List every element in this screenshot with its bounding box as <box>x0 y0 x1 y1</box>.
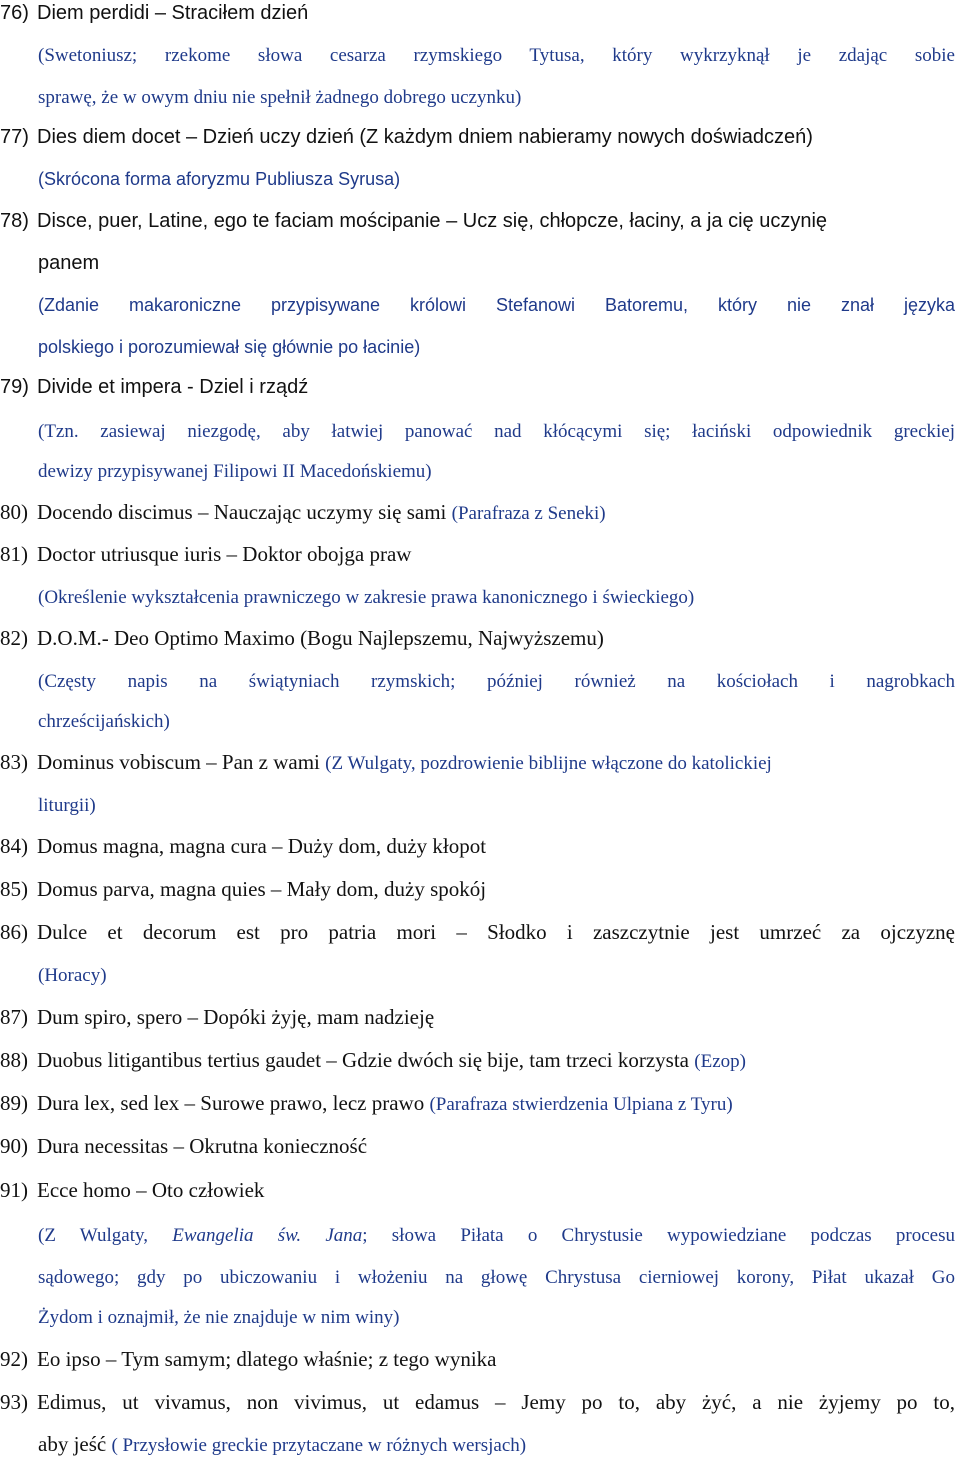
entry-number: 79) <box>0 376 29 398</box>
entry-91 <box>0 1178 264 1202</box>
note-text: sądowego; gdy po ubiczowaniu i włożeniu na głowę Chrystusa cierniowej korony, Piłat ukazał Go <box>38 1267 955 1288</box>
note-text: liturgii) <box>38 795 96 816</box>
note-text: (Częsty napis na świątyniach rzymskich; później również na kościołach i nagrobkach <box>38 671 955 692</box>
entry-76-note <box>0 42 955 68</box>
entry-78 <box>0 208 827 233</box>
entry-text: Disce, puer, Latine, ego te faciam mościpanie – Ucz się, chłopcze, łaciny, a ja cię uczynię <box>37 210 828 232</box>
entry-91-note-cont2 <box>0 1304 399 1330</box>
entry-83-note-cont <box>0 792 96 818</box>
entry-text: Dies diem docet – Dzień uczy dzień (Z każdym dniem nabieramy nowych doświadczeń) <box>37 126 813 148</box>
entry-number: 84) <box>0 834 28 858</box>
entry-90 <box>0 1134 367 1158</box>
entry-86 <box>0 920 955 944</box>
entry-82 <box>0 626 604 650</box>
note-source: Ewangelia św. Jana <box>172 1225 363 1246</box>
entry-93-cont <box>0 1432 526 1458</box>
note-text: chrześcijańskich) <box>38 711 170 732</box>
entry-text: Diem perdidi – Straciłem dzień <box>37 2 309 24</box>
entry-text: D.O.M.- Deo Optimo Maximo (Bogu Najlepszemu, Najwyższemu) <box>37 626 604 650</box>
entry-number: 78) <box>0 210 29 232</box>
entry-text: Eo ipso – Tym samym; dlatego właśnie; z tego wynika <box>37 1347 497 1371</box>
note-text: (Parafraza stwierdzenia Ulpiana z Tyru) <box>429 1094 733 1115</box>
entry-text: Docendo discimus – Nauczając uczymy się sami <box>37 500 447 524</box>
entry-78-note <box>0 292 955 317</box>
entry-87 <box>0 1005 434 1029</box>
entry-76 <box>0 0 308 25</box>
entry-76-note-cont <box>0 84 521 110</box>
note-text: (Horacy) <box>38 965 107 986</box>
entry-91-note <box>0 1222 955 1248</box>
note-text: (Parafraza z Seneki) <box>451 503 606 524</box>
entry-91-note-cont <box>0 1264 955 1290</box>
entry-number: 77) <box>0 126 29 148</box>
note-text: Żydom i oznajmił, że nie znajduje w nim winy) <box>38 1307 400 1328</box>
note-text: ; słowa Piłata o Chrystusie wypowiedziane podczas procesu <box>362 1225 955 1246</box>
note-text: (Określenie wykształcenia prawniczego w zakresie prawa kanonicznego i świeckiego) <box>38 587 695 608</box>
entry-text: Dulce et decorum est pro patria mori – Słodko i zaszczytnie jest umrzeć za ojczyznę <box>37 920 955 944</box>
entry-79-note-cont <box>0 458 432 484</box>
entry-81-note <box>0 584 694 610</box>
entry-79 <box>0 374 308 399</box>
entry-number: 86) <box>0 920 28 944</box>
entry-number: 85) <box>0 877 28 901</box>
entry-text: Edimus, ut vivamus, non vivimus, ut edamus – Jemy po to, aby żyć, a nie żyjemy po to, <box>37 1390 955 1414</box>
entry-number: 90) <box>0 1134 28 1158</box>
entry-number: 89) <box>0 1091 28 1115</box>
entry-number: 83) <box>0 750 28 774</box>
entry-78-note-cont <box>0 334 420 359</box>
entry-93 <box>0 1390 955 1414</box>
entry-number: 92) <box>0 1347 28 1371</box>
entry-text: Ecce homo – Oto człowiek <box>37 1178 265 1202</box>
entry-77-note <box>0 166 400 191</box>
note-text: (Z Wulgaty, <box>38 1225 173 1246</box>
note-text: (Zdanie makaroniczne przypisywane królowi Stefanowi Batoremu, który nie znał języka <box>38 295 955 315</box>
entry-85 <box>0 877 486 901</box>
entry-text: Duobus litigantibus tertius gaudet – Gdzie dwóch się bije, tam trzeci korzysta <box>37 1048 690 1072</box>
entry-84 <box>0 834 486 858</box>
entry-81 <box>0 542 411 566</box>
entry-number: 81) <box>0 542 28 566</box>
note-text: sprawę, że w owym dniu nie spełnił żadnego dobrego uczynku) <box>38 87 522 108</box>
note-text: (Z Wulgaty, pozdrowienie biblijne włączone do katolickiej <box>325 753 772 774</box>
entry-number: 93) <box>0 1390 28 1414</box>
entry-text: panem <box>38 252 100 274</box>
entry-text: Dura necessitas – Okrutna konieczność <box>37 1134 368 1158</box>
note-text: ( Przysłowie greckie przytaczane w różnych wersjach) <box>111 1435 527 1456</box>
note-text: polskiego i porozumiewał się głównie po łacinie) <box>38 337 421 357</box>
note-text: (Tzn. zasiewaj niezgodę, aby łatwiej panować nad kłócącymi się; łaciński odpowiednik greckiej <box>38 421 955 442</box>
entry-text: aby jeść <box>38 1432 107 1456</box>
note-text: (Skrócona forma aforyzmu Publiusza Syrusa) <box>38 169 401 189</box>
entry-86-note <box>0 962 107 988</box>
entry-80 <box>0 500 606 526</box>
entry-88 <box>0 1048 746 1074</box>
entry-83 <box>0 750 772 776</box>
entry-77 <box>0 124 813 149</box>
note-text: (Swetoniusz; rzekome słowa cesarza rzymskiego Tytusa, który wykrzyknął je zdając sobie <box>38 45 955 66</box>
entry-92 <box>0 1347 497 1371</box>
entry-78-cont <box>0 250 99 275</box>
entry-text: Dum spiro, spero – Dopóki żyję, mam nadzieję <box>37 1005 435 1029</box>
note-text: (Ezop) <box>694 1051 746 1072</box>
entry-82-note-cont <box>0 708 170 734</box>
entry-text: Divide et impera - Dziel i rządź <box>37 376 309 398</box>
entry-text: Domus magna, magna cura – Duży dom, duży kłopot <box>37 834 487 858</box>
entry-79-note <box>0 418 955 444</box>
note-text: dewizy przypisywanej Filipowi II Macedońskiemu) <box>38 461 432 482</box>
entry-text: Domus parva, magna quies – Mały dom, duży spokój <box>37 877 487 901</box>
entry-number: 91) <box>0 1178 28 1202</box>
entry-89 <box>0 1091 733 1117</box>
entry-number: 88) <box>0 1048 28 1072</box>
entry-text: Dura lex, sed lex – Surowe prawo, lecz prawo <box>37 1091 425 1115</box>
entry-82-note <box>0 668 955 694</box>
entry-number: 76) <box>0 2 29 24</box>
entry-text: Doctor utriusque iuris – Doktor obojga praw <box>37 542 412 566</box>
entry-number: 87) <box>0 1005 28 1029</box>
entry-text: Dominus vobiscum – Pan z wami <box>37 750 320 774</box>
entry-number: 82) <box>0 626 28 650</box>
entry-number: 80) <box>0 500 28 524</box>
